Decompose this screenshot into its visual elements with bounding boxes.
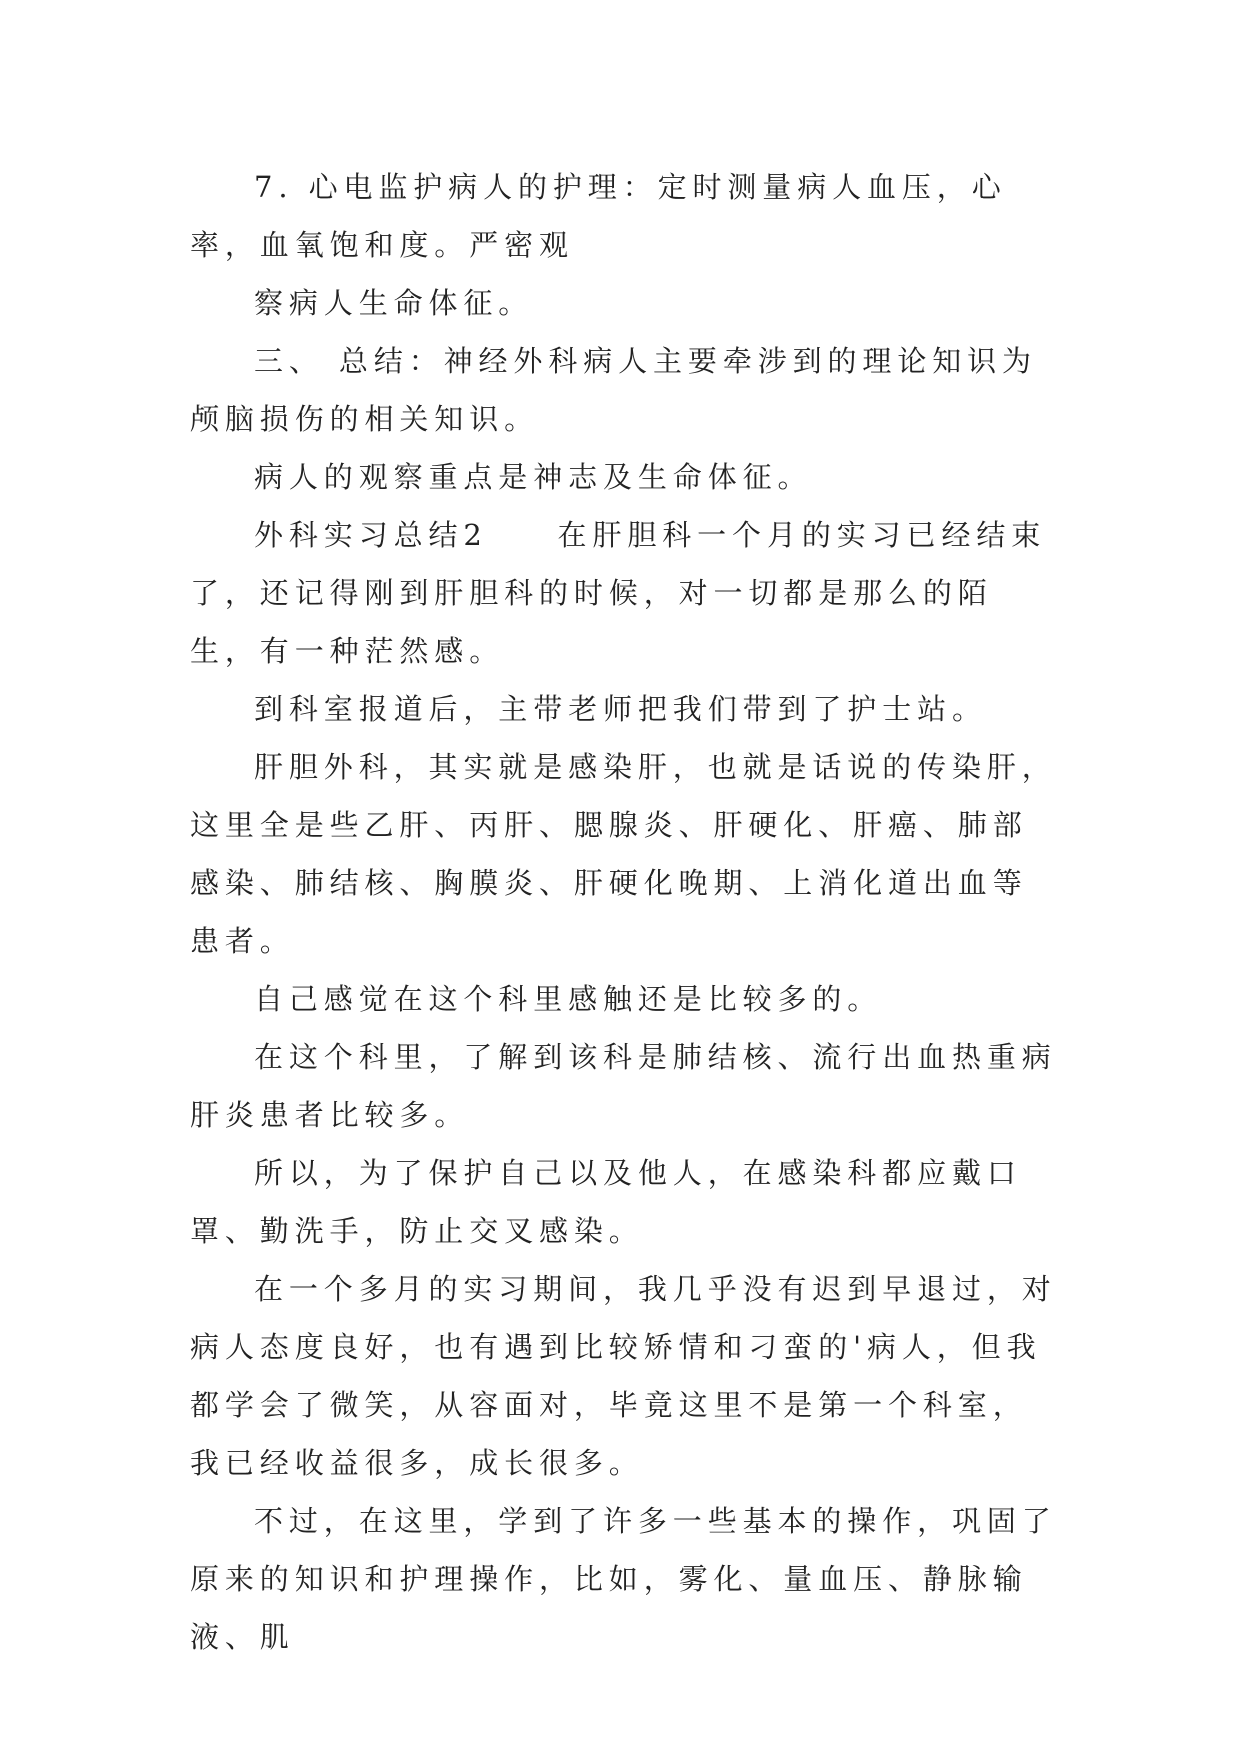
paragraph: 在一个多月的实习期间，我几乎没有迟到早退过，对病人态度良好，也有遇到比较矫情和刁蛮的'病人，但我都学会了微笑，从容面对，毕竟这里不是第一个科室，我已经收益很多，成长很多。: [190, 1272, 1057, 1480]
paragraph: 病人的观察重点是神志及生命体征。: [254, 460, 813, 494]
paragraph: 不过，在这里，学到了许多一些基本的操作，巩固了原来的知识和护理操作，比如，雾化、量血压、静脉输液、肌: [190, 1504, 1057, 1654]
paragraph: 外科实习总结2 在肝胆科一个月的实习已经结束了，还记得刚到肝胆科的时候，对一切都是那么的陌生，有一种茫然感。: [190, 518, 1047, 668]
paragraph: 肝胆外科，其实就是感染肝，也就是话说的传染肝，这里全是些乙肝、丙肝、腮腺炎、肝硬化、肝癌、肺部感染、肺结核、胸膜炎、肝硬化晚期、上消化道出血等患者。: [190, 750, 1057, 958]
paragraph: 察病人生命体征。: [254, 286, 534, 320]
paragraph: 7. 心电监护病人的护理：定时测量病人血压，心率，血氧饱和度。严密观: [190, 170, 1007, 262]
paragraph: 三、 总结：神经外科病人主要牵涉到的理论知识为颅脑损伤的相关知识。: [190, 344, 1037, 436]
paragraph: 自己感觉在这个科里感触还是比较多的。: [254, 982, 883, 1016]
document-body: [190, 158, 1060, 1666]
paragraph: 到科室报道后，主带老师把我们带到了护士站。: [254, 692, 987, 726]
paragraph: 在这个科里，了解到该科是肺结核、流行出血热重病肝炎患者比较多。: [190, 1040, 1057, 1132]
paragraph: 所以，为了保护自己以及他人，在感染科都应戴口罩、勤洗手，防止交叉感染。: [190, 1156, 1022, 1248]
